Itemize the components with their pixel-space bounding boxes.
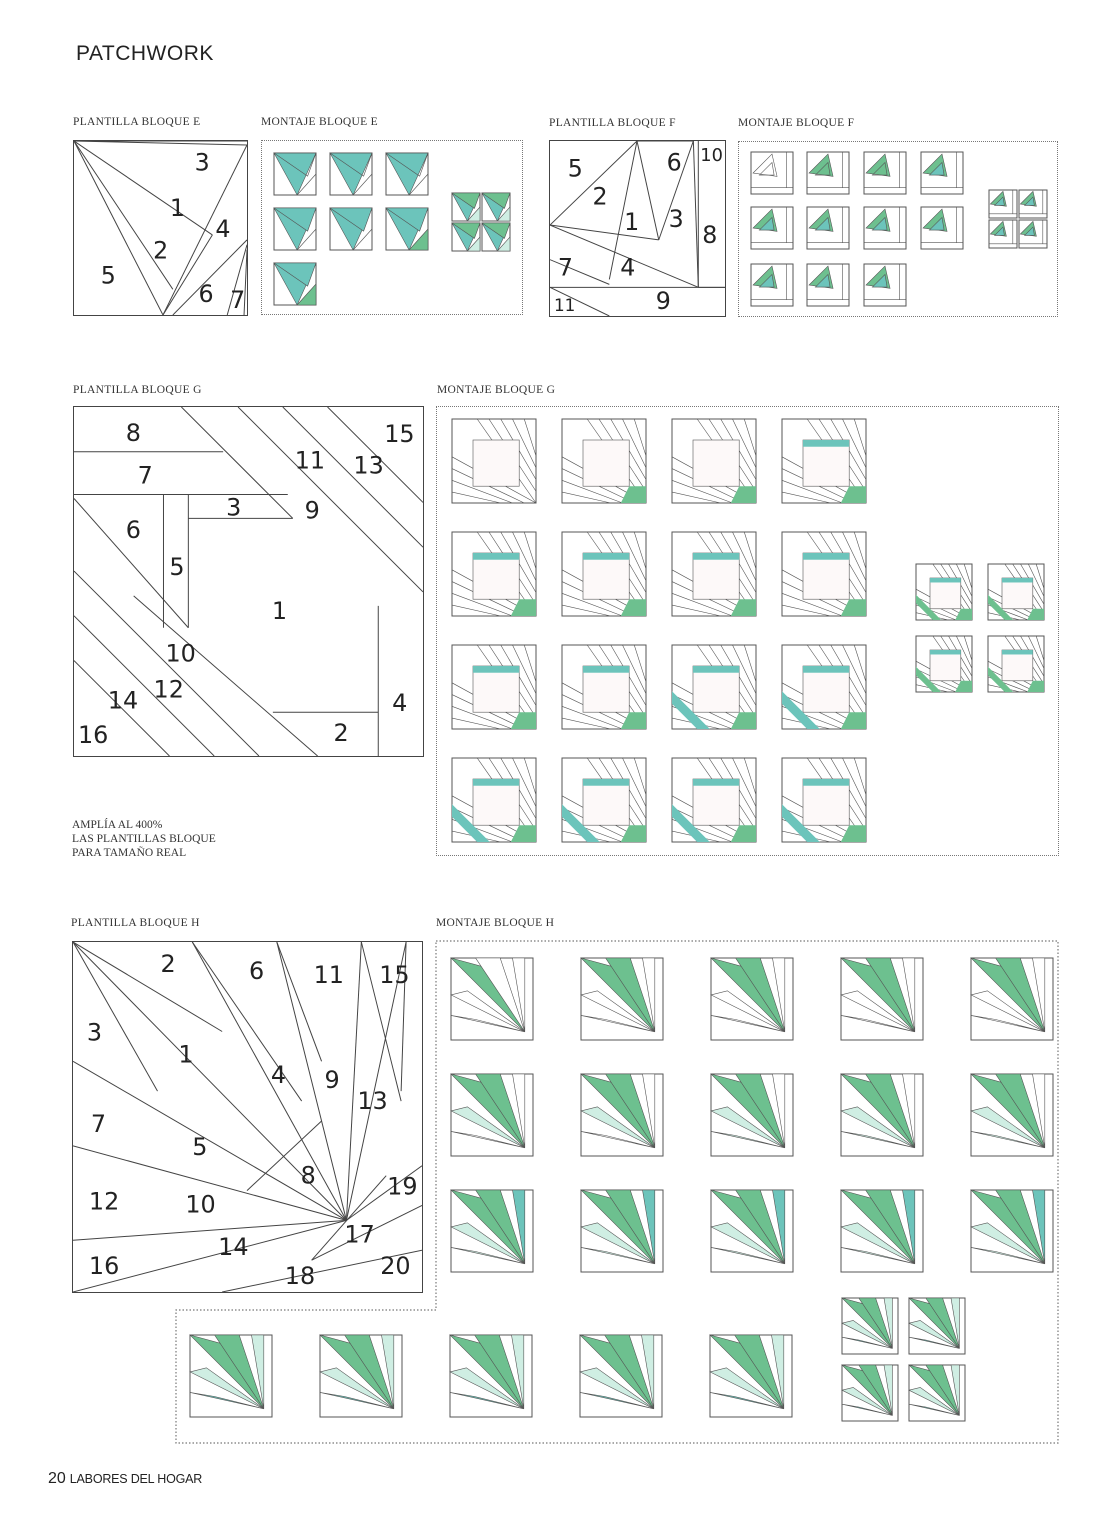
assembly-h-step-15 xyxy=(971,1190,1053,1272)
g-num-3: 3 xyxy=(226,493,242,522)
assembly-g-step-1 xyxy=(452,419,536,503)
assembly-h-final-3 xyxy=(842,1365,898,1421)
assembly-g-step-16 xyxy=(782,758,866,842)
assembly-h-step-2 xyxy=(581,958,663,1040)
h-num-17: 17 xyxy=(344,1220,375,1249)
f-num-7: 7 xyxy=(557,253,574,282)
f-num-11: 11 xyxy=(553,295,576,316)
assembly-f-final-4 xyxy=(1019,220,1047,248)
enlarge-note-line-2: LAS PLANTILLAS BLOQUE xyxy=(72,833,216,845)
assembly-e-step-1 xyxy=(274,153,316,195)
assembly-f-final-2 xyxy=(1019,190,1047,218)
f-num-10: 10 xyxy=(700,144,723,166)
e-num-5: 5 xyxy=(100,261,116,290)
assembly-h-step-11 xyxy=(451,1190,533,1272)
assembly-h-final-1 xyxy=(842,1298,898,1354)
assembly-f-step-8 xyxy=(921,207,963,249)
f-num-8: 8 xyxy=(702,220,718,249)
label-montaje-f: MONTAJE BLOQUE F xyxy=(738,117,855,129)
assembly-g-step-7 xyxy=(672,532,756,616)
label-plantilla-e: PLANTILLA BLOQUE E xyxy=(73,116,201,128)
label-plantilla-f: PLANTILLA BLOQUE F xyxy=(549,117,676,129)
assembly-h-step-20 xyxy=(710,1335,792,1417)
f-num-6: 6 xyxy=(666,148,682,177)
template-block-e xyxy=(73,140,248,316)
g-num-6: 6 xyxy=(125,516,141,545)
page-footer xyxy=(48,1470,202,1488)
enlarge-note-line-3: PARA TAMAÑO REAL xyxy=(72,847,187,859)
assembly-e-step-7 xyxy=(274,263,316,305)
template-block-f-drawing xyxy=(550,141,725,316)
label-montaje-e: MONTAJE BLOQUE E xyxy=(261,116,378,128)
g-num-1: 1 xyxy=(271,596,288,625)
section-title: PATCHWORK xyxy=(76,42,214,65)
assembly-e-final-4 xyxy=(482,223,510,251)
g-num-2: 2 xyxy=(333,719,349,748)
g-num-9: 9 xyxy=(304,496,320,525)
label-plantilla-h: PLANTILLA BLOQUE H xyxy=(71,917,200,929)
g-num-8: 8 xyxy=(125,418,141,447)
h-num-13: 13 xyxy=(357,1087,388,1116)
assembly-h-step-10 xyxy=(971,1074,1053,1156)
assembly-e-final-1 xyxy=(452,193,480,221)
assembly-h-step-6 xyxy=(451,1074,533,1156)
assembly-g-final-2 xyxy=(988,564,1044,620)
h-num-7: 7 xyxy=(90,1109,107,1138)
assembly-f-step-5 xyxy=(751,207,793,249)
assembly-g-step-13 xyxy=(452,758,536,842)
h-num-4: 4 xyxy=(270,1061,287,1090)
assembly-f-step-2 xyxy=(807,152,849,194)
assembly-block-g-drawing xyxy=(437,407,1060,857)
e-num-3: 3 xyxy=(194,148,210,177)
assembly-e-step-5 xyxy=(330,208,372,250)
assembly-f-step-6 xyxy=(807,207,849,249)
assembly-g-step-12 xyxy=(782,645,866,729)
h-num-16: 16 xyxy=(88,1252,120,1281)
assembly-h-step-8 xyxy=(711,1074,793,1156)
f-num-3: 3 xyxy=(668,205,684,234)
assembly-h-step-3 xyxy=(711,958,793,1040)
g-num-13: 13 xyxy=(353,451,384,480)
assembly-h-final-2 xyxy=(909,1298,965,1354)
e-num-7: 7 xyxy=(230,286,246,315)
g-num-11: 11 xyxy=(294,446,326,475)
e-num-1: 1 xyxy=(169,194,185,223)
assembly-block-e xyxy=(261,140,523,315)
magazine-name: LABORES DEL HOGAR xyxy=(69,1472,203,1486)
assembly-e-step-3 xyxy=(386,153,428,195)
assembly-block-g xyxy=(436,406,1059,856)
assembly-g-step-11 xyxy=(672,645,756,729)
h-num-10: 10 xyxy=(185,1190,216,1219)
h-num-11: 11 xyxy=(313,960,344,989)
assembly-g-step-8 xyxy=(782,532,866,616)
assembly-g-step-3 xyxy=(672,419,756,503)
assembly-block-f xyxy=(738,141,1058,317)
assembly-g-step-6 xyxy=(562,532,646,616)
assembly-h-step-18 xyxy=(450,1335,532,1417)
g-num-5: 5 xyxy=(169,553,185,582)
g-num-16: 16 xyxy=(77,721,109,750)
h-num-3: 3 xyxy=(86,1018,103,1047)
assembly-block-f-drawing xyxy=(739,142,1059,318)
assembly-g-step-2 xyxy=(562,419,646,503)
assembly-h-final-4 xyxy=(909,1365,965,1421)
assembly-h-step-4 xyxy=(841,958,923,1040)
enlarge-note-line-1: AMPLÍA AL 400% xyxy=(72,819,163,831)
assembly-h-step-19 xyxy=(580,1335,662,1417)
enlarge-note xyxy=(72,818,216,860)
h-num-19: 19 xyxy=(387,1172,418,1201)
g-num-10: 10 xyxy=(165,639,196,668)
assembly-g-step-14 xyxy=(562,758,646,842)
f-num-2: 2 xyxy=(592,182,608,211)
e-num-6: 6 xyxy=(198,280,214,309)
assembly-g-step-15 xyxy=(672,758,756,842)
assembly-f-step-9 xyxy=(751,264,793,306)
assembly-block-e-drawing xyxy=(262,141,524,316)
h-num-14: 14 xyxy=(218,1233,249,1262)
assembly-h-step-9 xyxy=(841,1074,923,1156)
h-num-9: 9 xyxy=(324,1066,340,1095)
assembly-g-step-10 xyxy=(562,645,646,729)
template-block-f xyxy=(549,140,726,317)
e-num-2: 2 xyxy=(153,236,169,265)
assembly-f-step-11 xyxy=(864,264,906,306)
assembly-f-step-7 xyxy=(864,207,906,249)
assembly-h-step-16 xyxy=(190,1335,272,1417)
h-num-5: 5 xyxy=(192,1132,208,1161)
h-num-20: 20 xyxy=(380,1252,411,1281)
g-num-12: 12 xyxy=(153,675,184,704)
f-num-1: 1 xyxy=(624,207,640,236)
assembly-h-step-17 xyxy=(320,1335,402,1417)
h-num-6: 6 xyxy=(248,956,265,985)
g-num-7: 7 xyxy=(137,461,153,490)
assembly-g-step-9 xyxy=(452,645,536,729)
template-block-g-drawing xyxy=(74,407,423,756)
page-number: 20 xyxy=(48,1470,66,1487)
assembly-e-step-6 xyxy=(386,208,428,250)
h-num-18: 18 xyxy=(284,1262,316,1291)
assembly-h-step-13 xyxy=(711,1190,793,1272)
template-block-e-drawing xyxy=(74,141,247,315)
f-num-4: 4 xyxy=(620,253,636,282)
assembly-f-step-4 xyxy=(921,152,963,194)
assembly-e-final-2 xyxy=(482,193,510,221)
f-num-9: 9 xyxy=(655,287,671,316)
h-num-1: 1 xyxy=(178,1040,194,1069)
assembly-g-step-5 xyxy=(452,532,536,616)
g-num-14: 14 xyxy=(107,686,139,715)
assembly-h-step-7 xyxy=(581,1074,663,1156)
assembly-block-h xyxy=(175,940,1060,1445)
assembly-h-step-1 xyxy=(451,958,533,1040)
assembly-f-step-1 xyxy=(751,152,793,194)
assembly-g-final-4 xyxy=(988,636,1044,692)
assembly-e-final-3 xyxy=(452,223,480,251)
assembly-h-step-14 xyxy=(841,1190,923,1272)
assembly-g-step-4 xyxy=(782,419,866,503)
assembly-g-final-1 xyxy=(916,564,972,620)
assembly-h-step-12 xyxy=(581,1190,663,1272)
template-block-g xyxy=(73,406,424,757)
assembly-e-step-2 xyxy=(330,153,372,195)
assembly-f-final-3 xyxy=(989,220,1017,248)
label-montaje-g: MONTAJE BLOQUE G xyxy=(437,384,556,396)
g-num-4: 4 xyxy=(392,689,408,718)
assembly-f-final-1 xyxy=(989,190,1017,218)
h-num-15: 15 xyxy=(379,960,410,989)
label-montaje-h: MONTAJE BLOQUE H xyxy=(436,917,555,929)
assembly-g-final-3 xyxy=(916,636,972,692)
assembly-f-step-10 xyxy=(807,264,849,306)
assembly-e-step-4 xyxy=(274,208,316,250)
assembly-h-step-5 xyxy=(971,958,1053,1040)
h-num-12: 12 xyxy=(88,1187,120,1216)
assembly-f-step-3 xyxy=(864,152,906,194)
h-num-8: 8 xyxy=(300,1161,316,1190)
h-num-2: 2 xyxy=(160,949,176,978)
label-plantilla-g: PLANTILLA BLOQUE G xyxy=(73,384,202,396)
e-num-4: 4 xyxy=(215,214,231,243)
g-num-15: 15 xyxy=(384,419,415,448)
f-num-5: 5 xyxy=(567,154,583,183)
